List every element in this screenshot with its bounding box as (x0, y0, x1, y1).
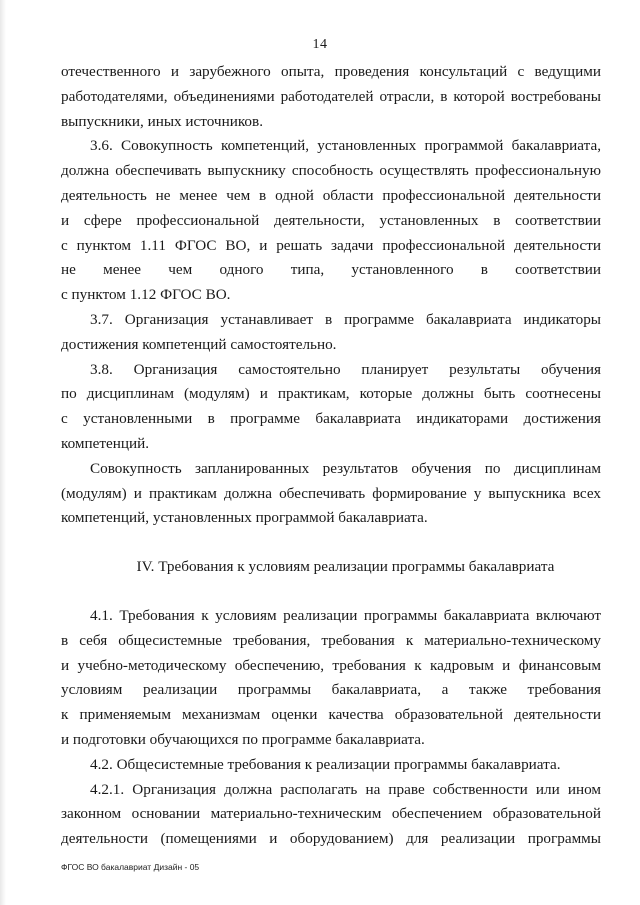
text-line: условиям реализации программы бакалавриата, а также требования (61, 681, 601, 699)
text-line: (модулям) и практикам должна обеспечивать формирование у выпускника всех (61, 484, 601, 502)
document-footer: ФГОС ВО бакалавриат Дизайн - 05 (61, 862, 200, 872)
text-line: 3.8. Организация самостоятельно планирует результаты обучения (90, 360, 601, 378)
paragraph-gap (61, 531, 601, 555)
text-line: 3.7. Организация устанавливает в программе бакалавриата индикаторы (90, 310, 601, 328)
text-line: не менее чем одного типа, установленного в соответствии (61, 261, 601, 279)
scan-edge-shadow (0, 0, 6, 905)
text-line: и сфере профессиональной деятельности, установленных в соответствии (61, 211, 601, 229)
text-line: по дисциплинам (модулям) и практикам, которые должны быть соотнесены (61, 385, 601, 403)
text-line: компетенций, установленных программой бакалавриата. (61, 509, 428, 527)
document-body (61, 60, 601, 852)
text-line: Совокупность запланированных результатов обучения по дисциплинам (90, 459, 601, 477)
text-line: деятельности (помещениями и оборудованием) для реализации программы (61, 830, 601, 848)
text-line: 4.2. Общесистемные требования к реализации программы бакалавриата. (90, 755, 561, 773)
text-line: в себя общесистемные требования, требования к материально-техническому (61, 631, 601, 649)
text-line: с пунктом 1.11 ФГОС ВО, и решать задачи профессиональной деятельности (61, 236, 601, 254)
text-line: 4.1. Требования к условиям реализации программы бакалавриата включают (90, 606, 601, 624)
text-line: 3.6. Совокупность компетенций, установленных программой бакалавриата, (90, 137, 601, 155)
text-line: с установленными в программе бакалавриата индикаторами достижения (61, 410, 601, 428)
text-line: выпускники, иных источников. (61, 112, 263, 130)
text-line: отечественного и зарубежного опыта, проведения консультаций с ведущими (61, 63, 601, 80)
text-line: к применяемым механизмам оценки качества образовательной деятельности (61, 706, 601, 724)
text-line: 4.2.1. Организация должна располагать на праве собственности или ином (90, 780, 601, 798)
text-line: должна обеспечивать выпускнику способность осуществлять профессиональную (61, 162, 601, 180)
page-number: 14 (312, 37, 328, 52)
text-line: компетенций. (61, 434, 150, 452)
text-line: законном основании материально-техническим обеспечением образовательной (61, 805, 601, 823)
text-line: работодателями, объединениями работодателей отрасли, в которой востребованы (61, 87, 601, 105)
text-line: с пунктом 1.12 ФГОС ВО. (61, 286, 231, 304)
text-line: деятельность не менее чем в одной области профессиональной деятельности (61, 186, 601, 204)
section-heading: IV. Требования к условиям реализации программы бакалавриата (136, 558, 555, 576)
text-line: и подготовки обучающихся по программе бакалавриата. (61, 730, 425, 748)
paragraph-gap (61, 580, 601, 604)
text-line: достижения компетенций самостоятельно. (61, 335, 337, 353)
text-line: и учебно-методическому обеспечению, требования к кадровым и финансовым (61, 656, 601, 674)
